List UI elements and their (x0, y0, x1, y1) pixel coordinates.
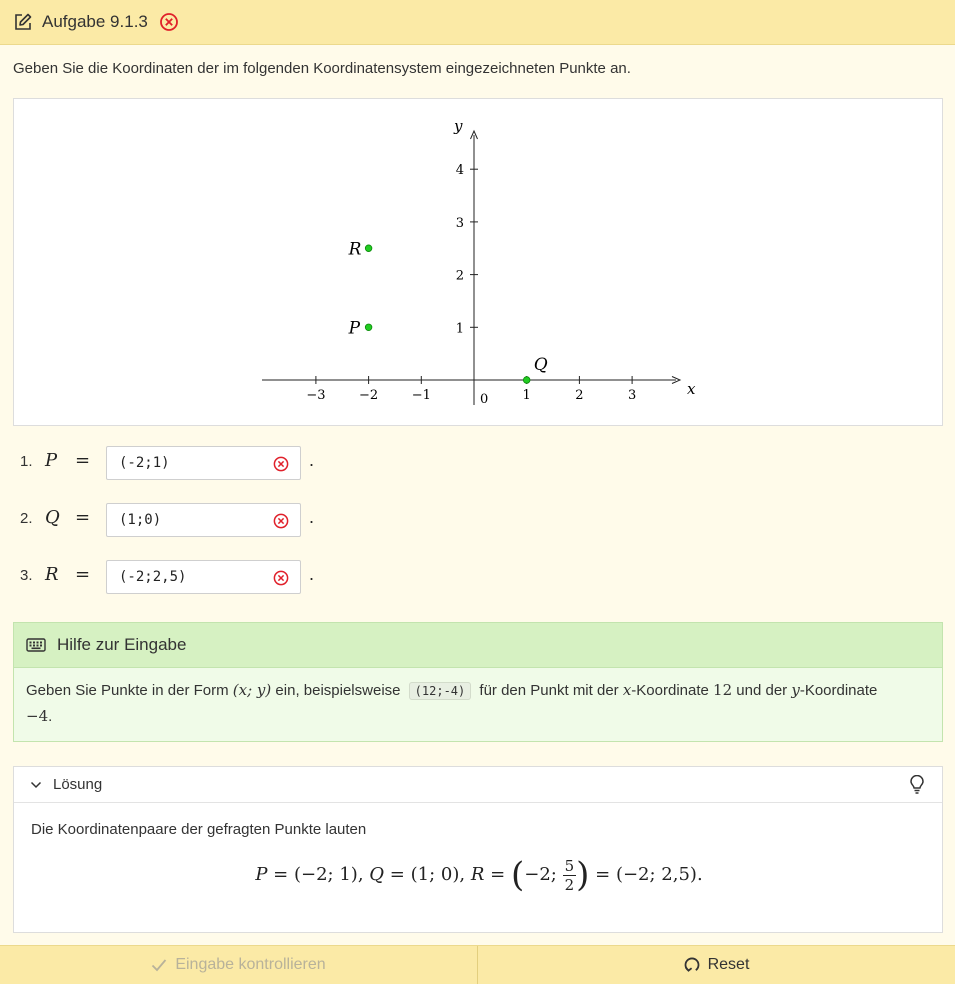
input-help-title: Hilfe zur Eingabe (57, 635, 187, 654)
origin-label: 0 (480, 392, 489, 407)
x-axis-label: x (687, 380, 696, 398)
action-bar (0, 945, 955, 984)
chevron-down-icon (30, 781, 42, 789)
equals-sign: = (75, 450, 91, 471)
solution-formula: P = (−2; 1), Q = (1; 0), R = (−2; $\frac{5}{2}$ ) = (−2; 2,5). (255, 855, 703, 895)
lightbulb-icon[interactable] (909, 775, 925, 795)
point-q (523, 377, 530, 384)
point-label-p: P (348, 318, 361, 339)
equals-sign: = (75, 507, 91, 528)
error-icon (273, 570, 289, 586)
task-instructions: Geben Sie die Koordinaten der im folgenden Koordinatensystem eingezeichneten Punkte an. (13, 60, 631, 77)
check-input-button[interactable]: Eingabe kontrollieren (0, 946, 478, 984)
x-tick-label: −1 (411, 388, 431, 403)
point-label-r: R (348, 239, 362, 260)
answer-input[interactable] (106, 446, 301, 480)
y-tick-label: 1 (455, 321, 464, 337)
solution-text: Die Koordinatenpaare der gefragten Punkte lauten (31, 821, 367, 838)
y-tick-label: 2 (455, 268, 464, 284)
answer-period: . (309, 507, 315, 527)
error-icon (159, 12, 179, 32)
x-tick-label: 3 (627, 388, 637, 403)
answer-number: 2. (20, 510, 33, 527)
solution-title: Lösung (53, 776, 103, 793)
input-help-header (14, 623, 942, 668)
point-label-q: Q (533, 355, 548, 375)
answer-row (13, 446, 533, 480)
answer-period: . (309, 564, 315, 584)
x-tick-label: 2 (575, 388, 584, 403)
checkmark-icon (151, 958, 167, 972)
x-tick-label: −3 (306, 388, 326, 403)
solution-toggle[interactable] (14, 767, 942, 803)
answer-input-value[interactable]: (-2;1) (119, 455, 170, 471)
answer-period: . (309, 450, 315, 470)
y-axis-label: y (454, 117, 463, 135)
point-r (365, 245, 372, 252)
task-header (0, 0, 955, 45)
edit-icon (14, 13, 32, 31)
x-tick-label: 1 (522, 388, 531, 403)
coordinate-system (13, 98, 943, 426)
answer-input[interactable] (106, 560, 301, 594)
input-help-panel (13, 622, 943, 742)
answer-input[interactable] (106, 503, 301, 537)
answer-variable: R (45, 564, 59, 585)
error-icon (273, 513, 289, 529)
coordinate-plot (14, 99, 942, 425)
answer-variable: P (45, 450, 58, 471)
answer-input-value[interactable]: (1;0) (119, 512, 162, 528)
answer-row (13, 560, 533, 594)
answer-number: 3. (20, 567, 33, 584)
keyboard-icon (26, 638, 46, 652)
answer-number: 1. (20, 453, 33, 470)
answer-row (13, 503, 533, 537)
reset-icon (684, 957, 700, 973)
y-tick-label: 3 (455, 215, 464, 231)
point-p (365, 324, 372, 331)
reset-button[interactable]: Reset (478, 946, 955, 984)
y-tick-label: 4 (455, 163, 464, 179)
x-tick-label: −2 (359, 388, 379, 403)
equals-sign: = (75, 564, 91, 585)
fraction-five-halves: $\frac{5}{2}$ (564, 856, 575, 894)
solution-panel (13, 766, 943, 933)
example-code: (12;-4) (409, 682, 472, 700)
error-icon (273, 456, 289, 472)
answer-variable: Q (45, 507, 60, 528)
answer-input-value[interactable]: (-2;2,5) (119, 569, 187, 585)
form-expression: (x; y) (232, 681, 272, 699)
task-title: Aufgabe 9.1.3 (42, 12, 148, 31)
input-help-text: Geben Sie Punkte in der Form (x; y) ein, beispielsweise (12;-4) für den Punkt mit der x-Koordinate 12 und der y-Koordinate −4. (26, 681, 878, 725)
